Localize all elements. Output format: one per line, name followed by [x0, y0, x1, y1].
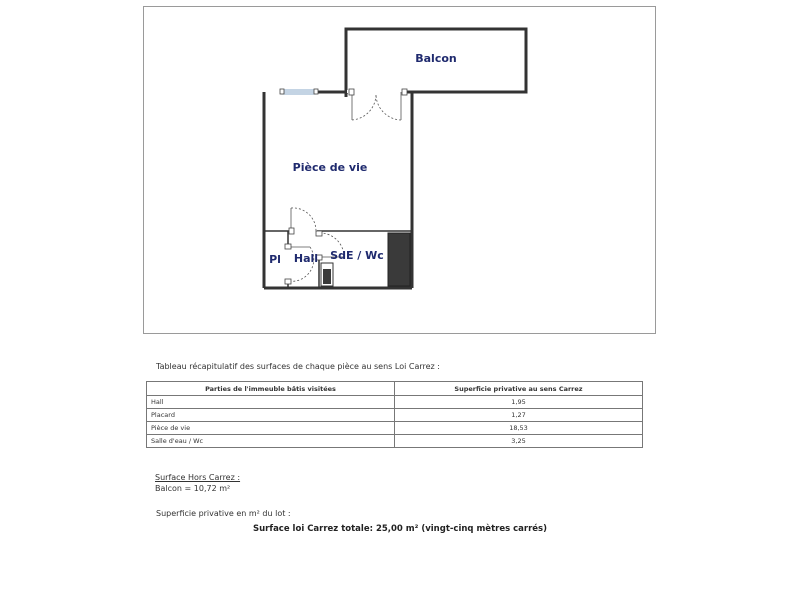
row-value: 18,53 — [395, 422, 643, 435]
hors-carrez-line: Balcon = 10,72 m² — [155, 484, 231, 493]
hors-carrez-block — [155, 472, 240, 494]
room-label-piece-de-vie: Pièce de vie — [292, 161, 368, 174]
table-row — [147, 409, 643, 422]
table-header-row — [147, 382, 643, 396]
row-name: Placard — [147, 409, 395, 422]
hall-door — [289, 208, 317, 234]
column-header-parts: Parties de l'immeuble bâtis visitées — [147, 382, 395, 396]
column-header-surface: Superficie privative au sens Carrez — [395, 382, 643, 396]
table-row — [147, 435, 643, 448]
surface-table — [146, 381, 643, 448]
room-label-placard: Pl — [269, 253, 281, 266]
row-name: Hall — [147, 396, 395, 409]
row-value: 3,25 — [395, 435, 643, 448]
hors-carrez-title: Surface Hors Carrez : — [155, 473, 241, 482]
room-label-sde-wc: SdE / Wc — [330, 249, 384, 262]
balcony-door — [347, 89, 407, 120]
floor-plan-frame — [143, 6, 656, 334]
wc — [321, 263, 333, 286]
table-row — [147, 422, 643, 435]
summary-intro: Tableau récapitulatif des surfaces de chaque pièce au sens Loi Carrez : — [156, 362, 440, 371]
table-row — [147, 396, 643, 409]
shower-tray — [388, 233, 410, 286]
window — [280, 89, 318, 94]
room-label-balcon: Balcon — [415, 52, 457, 65]
total-carrez: Surface loi Carrez totale: 25,00 m² (vingt-cinq mètres carrés) — [253, 524, 547, 534]
row-value: 1,95 — [395, 396, 643, 409]
row-value: 1,27 — [395, 409, 643, 422]
row-name: Salle d'eau / Wc — [147, 435, 395, 448]
row-name: Pièce de vie — [147, 422, 395, 435]
privative-label: Superficie privative en m² du lot : — [156, 509, 291, 518]
room-label-hall: Hall — [293, 252, 319, 265]
floor-plan — [144, 7, 657, 335]
